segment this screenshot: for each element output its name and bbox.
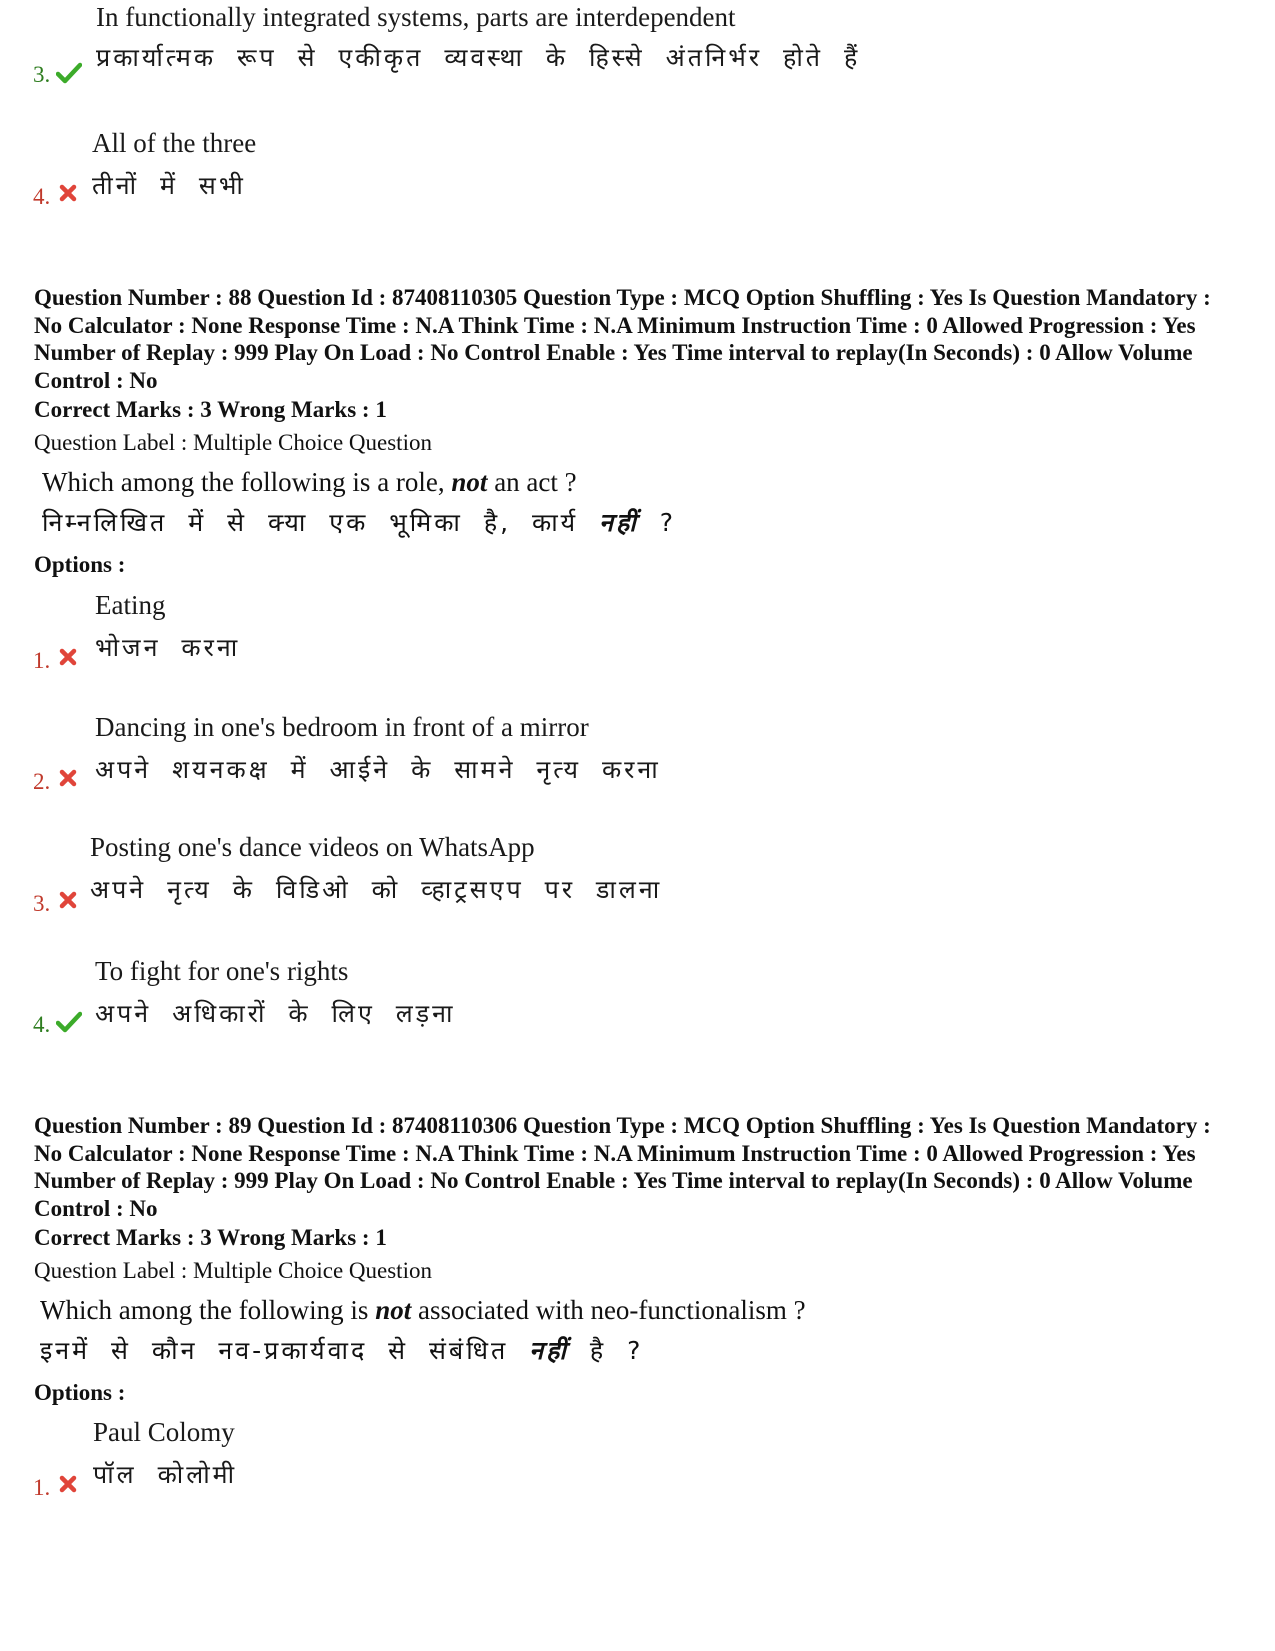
option-text-en: All of the three (92, 128, 257, 158)
cross-icon (58, 183, 78, 203)
cross-icon (58, 890, 78, 910)
option-number: 4. (33, 184, 51, 209)
option-text-hi: तीनों में सभी (92, 171, 246, 200)
option-number: 3. (33, 62, 51, 87)
question-text-hi: निम्नलिखित में से क्या एक भूमिका है, कार्य नहीं ? (42, 508, 676, 537)
option-number: 1. (33, 648, 51, 673)
question-meta: Question Number : 89 Question Id : 87408110306 Question Type : MCQ Option Shuffling : Yes Is Question Mandatory : No Calculator : None Response Time : N.A Think Time : N.A Minimum Instruction Time : 0 Allowed Progression : Yes Number of Replay : 999 Play On Load : No Control Enable : Yes Time interval to replay(In Seconds) : 0 Allow Volume Control : No (34, 1113, 1211, 1221)
option-text-hi: अपने शयनकक्ष में आईने के सामने नृत्य करना (95, 755, 661, 784)
question-label: Question Label : Multiple Choice Question (34, 430, 432, 455)
question-text-en: Which among the following is a role, not an act ? (42, 467, 577, 497)
option-text-hi: भोजन करना (95, 633, 241, 662)
question-marks: Correct Marks : 3 Wrong Marks : 1 (34, 397, 387, 422)
check-icon (56, 62, 82, 84)
options-label: Options : (34, 1380, 126, 1405)
option-number: 1. (33, 1475, 51, 1500)
option-text-en: Dancing in one's bedroom in front of a mirror (95, 712, 589, 742)
question-marks: Correct Marks : 3 Wrong Marks : 1 (34, 1225, 387, 1250)
option-text-hi: अपने अधिकारों के लिए लड़ना (95, 999, 456, 1028)
question-text-en: Which among the following is not associated with neo-functionalism ? (40, 1295, 806, 1325)
option-text-en: Paul Colomy (93, 1417, 235, 1447)
option-text-hi: प्रकार्यात्मक रूप से एकीकृत व्यवस्था के हिस्से अंतनिर्भर होते हैं (96, 43, 861, 72)
cross-icon (58, 768, 78, 788)
option-text-hi: पॉल कोलोमी (93, 1460, 238, 1489)
question-text-hi: इनमें से कौन नव-प्रकार्यवाद से संबंधित नहीं है ? (40, 1336, 644, 1365)
options-label: Options : (34, 552, 126, 577)
cross-icon (58, 647, 78, 667)
question-meta: Question Number : 88 Question Id : 87408110305 Question Type : MCQ Option Shuffling : Yes Is Question Mandatory : No Calculator : None Response Time : N.A Think Time : N.A Minimum Instruction Time : 0 Allowed Progression : Yes Number of Replay : 999 Play On Load : No Control Enable : Yes Time interval to replay(In Seconds) : 0 Allow Volume Control : No (34, 285, 1211, 393)
cross-icon (58, 1474, 78, 1494)
option-number: 2. (33, 769, 51, 794)
option-text-en: Posting one's dance videos on WhatsApp (90, 832, 535, 862)
option-text-hi: अपने नृत्य के विडिओ को व्हाट्रसएप पर डालना (90, 875, 663, 904)
option-number: 4. (33, 1012, 51, 1037)
check-icon (56, 1011, 82, 1033)
option-text-en: To fight for one's rights (95, 956, 349, 986)
option-text-en: In functionally integrated systems, parts are interdependent (96, 2, 736, 32)
question-label: Question Label : Multiple Choice Question (34, 1258, 432, 1283)
option-text-en: Eating (95, 590, 166, 620)
option-number: 3. (33, 891, 51, 916)
